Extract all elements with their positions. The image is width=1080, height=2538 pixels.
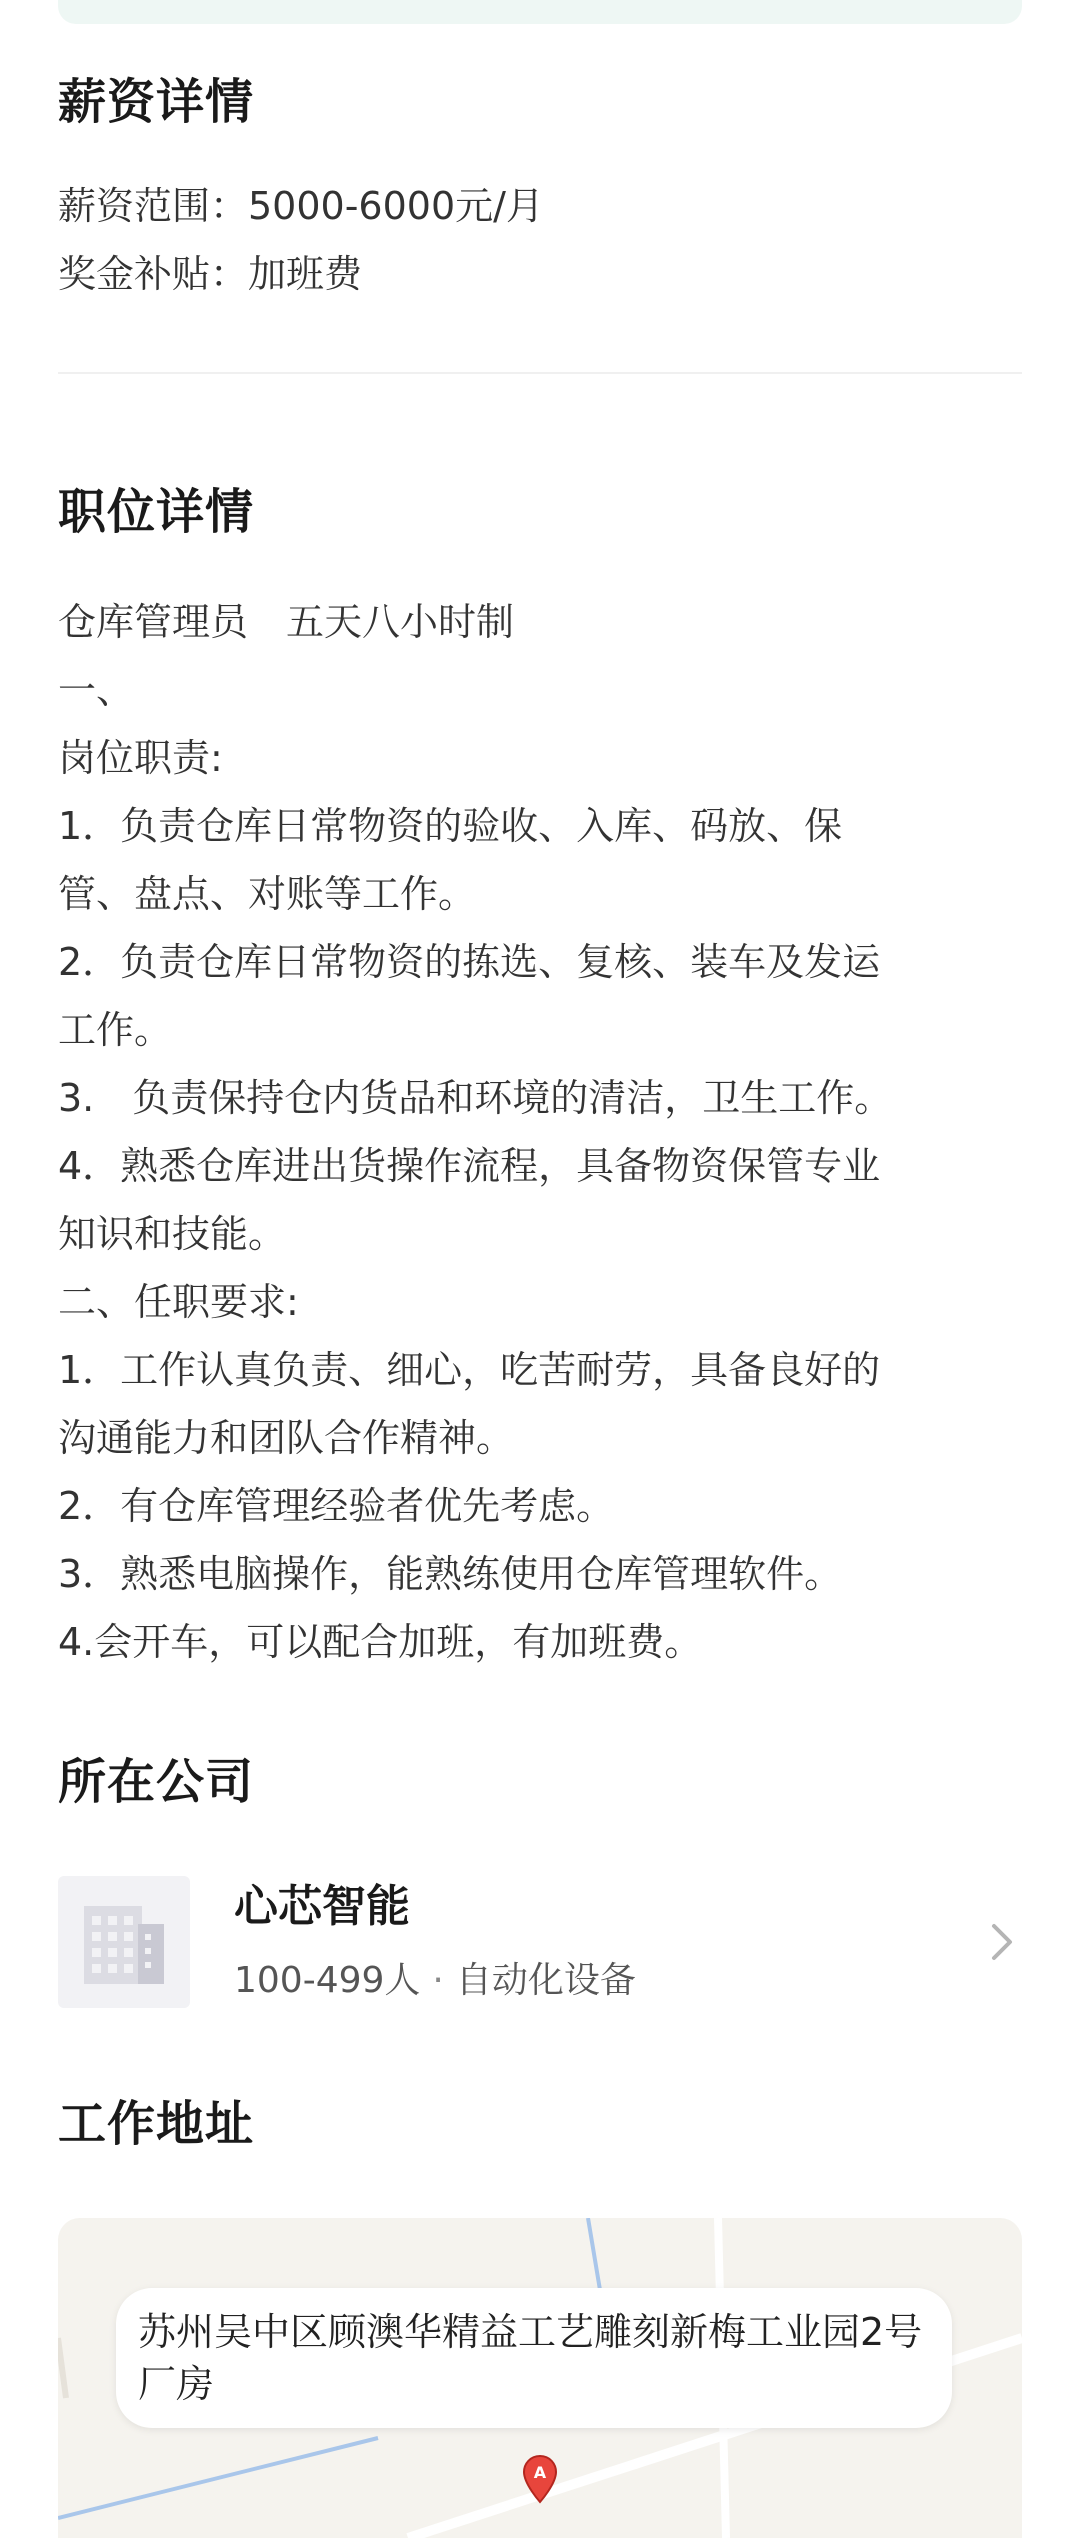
salary-section-title: 薪资详情 <box>58 74 255 130</box>
job-desc-line: 知识和技能。 <box>58 1212 287 1256</box>
address-bubble: 苏州吴中区顾澳华精益工艺雕刻新梅工业园2号厂房 <box>116 2288 952 2428</box>
salary-range: 薪资范围：5000-6000元/月 <box>58 184 544 228</box>
job-desc-line: 1．工作认真负责、细心，吃苦耐劳，具备良好的 <box>58 1348 881 1392</box>
job-desc-line: 沟通能力和团队合作精神。 <box>58 1416 515 1460</box>
previous-card-edge <box>58 0 1022 24</box>
job-desc-line: 2．有仓库管理经验者优先考虑。 <box>58 1484 615 1528</box>
company-name: 心芯智能 <box>234 1881 410 1932</box>
building-icon <box>78 1896 170 1988</box>
job-desc-line: 仓库管理员 五天八小时制 <box>58 600 515 644</box>
job-desc-line: 2．负责仓库日常物资的拣选、复核、装车及发运 <box>58 940 881 984</box>
meta-separator: · <box>432 1960 444 2001</box>
job-desc-line: 工作。 <box>58 1008 173 1052</box>
company-card[interactable] <box>58 1872 1022 2012</box>
job-section-title: 职位详情 <box>58 484 255 540</box>
job-desc-line: 4．熟悉仓库进出货操作流程，具备物资保管专业 <box>58 1144 881 1188</box>
job-desc-line: 管、盘点、对账等工作。 <box>58 872 477 916</box>
address-map[interactable] <box>58 2218 1022 2538</box>
job-description <box>58 588 1022 1676</box>
job-desc-line: 二、任职要求: <box>58 1280 299 1324</box>
job-desc-line: 3．熟悉电脑操作，能熟练使用仓库管理软件。 <box>58 1552 843 1596</box>
section-divider <box>58 372 1022 374</box>
company-meta <box>234 1956 636 2006</box>
job-desc-line: 一、 <box>58 668 135 712</box>
chevron-right-icon[interactable] <box>982 1916 1022 1968</box>
company-logo <box>58 1876 190 2008</box>
company-size: 100-499人 <box>234 1960 421 2001</box>
job-desc-line: 3. 负责保持仓内货品和环境的清洁，卫生工作。 <box>58 1076 893 1120</box>
job-desc-line: 1．负责仓库日常物资的验收、入库、码放、保 <box>58 804 843 848</box>
map-pin-icon <box>520 2454 560 2506</box>
job-desc-line: 4.会开车，可以配合加班，有加班费。 <box>58 1620 703 1664</box>
company-industry: 自动化设备 <box>455 1960 636 2001</box>
company-section-title: 所在公司 <box>58 1754 255 1810</box>
address-section-title: 工作地址 <box>58 2096 255 2152</box>
map-pin-label: A <box>533 2463 547 2482</box>
salary-bonus: 奖金补贴：加班费 <box>58 252 363 296</box>
job-desc-line: 岗位职责: <box>58 736 223 780</box>
